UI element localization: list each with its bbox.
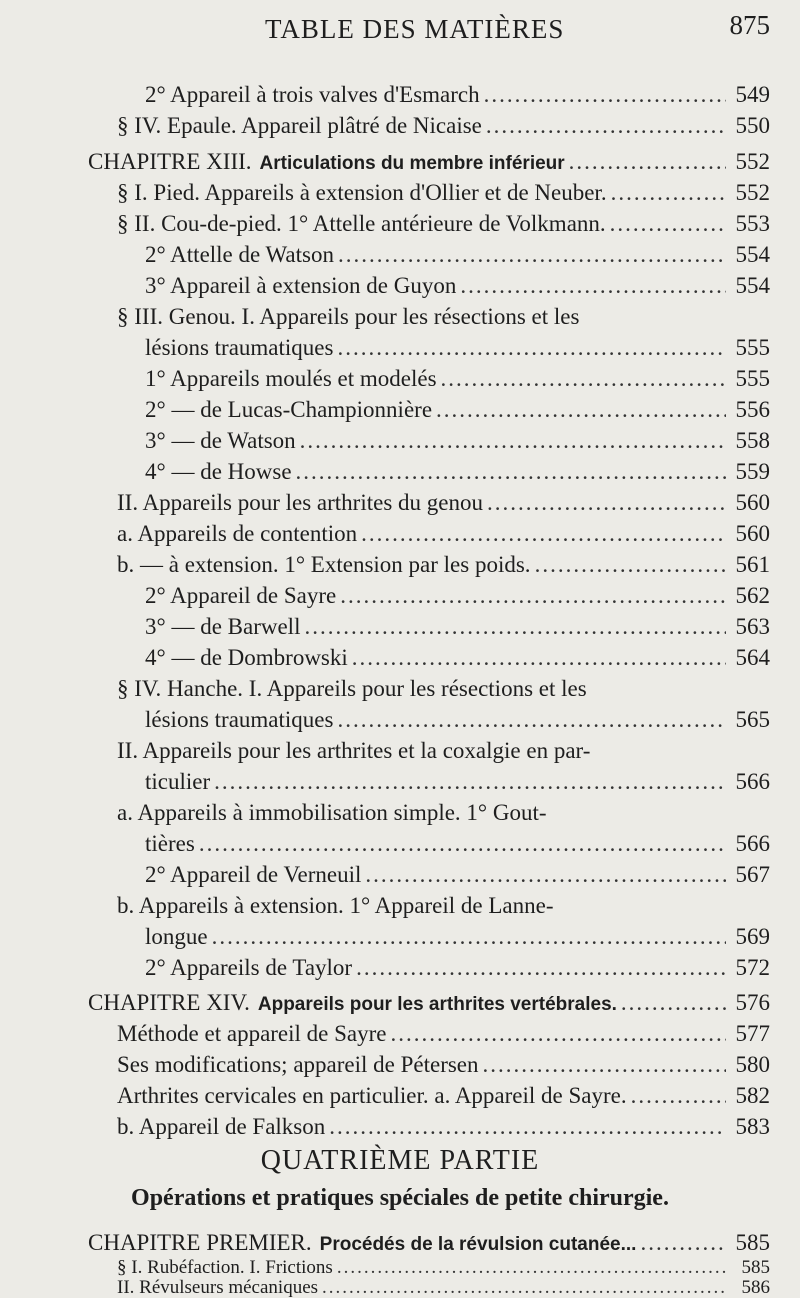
toc-entry (117, 111, 770, 141)
leader-dots (300, 426, 726, 456)
toc-entry-page: 565 (735, 707, 770, 732)
leader-dots (487, 488, 726, 518)
chapter-label: CHAPITRE XIII. (88, 149, 252, 174)
leader-dots (436, 395, 726, 425)
toc-entry (117, 302, 770, 332)
toc-entry-page: 554 (735, 273, 770, 298)
toc-entry-page: 585 (741, 1258, 770, 1278)
toc-entry-text: § I. Rubéfaction. I. Frictions (117, 1258, 333, 1278)
toc-entry-text: b. — à extension. 1° Extension par les poids. (117, 552, 531, 577)
chapter-heading (88, 147, 770, 177)
toc-entry (145, 860, 770, 890)
toc-entry-page: 572 (735, 955, 770, 980)
toc-entry (117, 550, 770, 580)
leader-dots (640, 1228, 726, 1258)
leader-dots (611, 178, 726, 208)
toc-entry-text: 3° — de Watson (145, 428, 296, 453)
toc-entry-text: 2° Appareil de Verneuil (145, 862, 362, 887)
leader-dots (569, 147, 726, 177)
toc-entry-text: 2° Appareils de Taylor (145, 955, 353, 980)
toc-entry-text: 4° — de Dombrowski (145, 645, 348, 670)
toc-entry-text: § III. Genou. I. Appareils pour les résections et les (117, 304, 580, 329)
toc-entry-page: 550 (735, 113, 770, 138)
leader-dots (304, 612, 726, 642)
leader-dots (329, 1112, 726, 1142)
toc-entry (117, 1112, 770, 1142)
leader-dots (337, 1258, 726, 1278)
toc-entry (145, 80, 770, 110)
toc-entry (145, 271, 770, 301)
toc-entry-page: 549 (735, 82, 770, 107)
leader-dots (361, 519, 726, 549)
toc-entry (145, 395, 770, 425)
chapter-heading (88, 988, 770, 1018)
leader-dots (199, 829, 726, 859)
toc-entry-text: 3° — de Barwell (145, 614, 301, 639)
toc-entry-page: 555 (735, 335, 770, 360)
toc-entry-text: a. Appareils à immobilisation simple. 1° Gout- (117, 800, 547, 825)
toc-entry-text: 2° — de Lucas-Championnière (145, 397, 433, 422)
toc-entry-text: Méthode et appareil de Sayre (117, 1021, 387, 1046)
toc-entry-text: Ses modifications; appareil de Pétersen (117, 1052, 479, 1077)
running-title: TABLE DES MATIÈRES (265, 14, 565, 44)
toc-entry (145, 426, 770, 456)
toc-entry (117, 1081, 770, 1111)
leader-dots (535, 550, 726, 580)
toc-entry (117, 1050, 770, 1080)
toc-entry (145, 457, 770, 487)
chapter-title: Appareils pour les arthrites vertébrales. (257, 994, 617, 1015)
toc-entry (145, 240, 770, 270)
leader-dots (484, 80, 726, 110)
toc-entry-text: § IV. Hanche. I. Appareils pour les résections et les (117, 676, 587, 701)
toc-entry-text: 4° — de Howse (145, 459, 292, 484)
toc-entry-page: 580 (735, 1052, 770, 1077)
toc-entry-page: 583 (735, 1114, 770, 1139)
toc-entry-text: lésions traumatiques (145, 335, 334, 360)
toc-entry-text: 3° Appareil à extension de Guyon (145, 273, 457, 298)
chapter-heading (88, 1228, 770, 1258)
leader-dots (212, 922, 726, 952)
toc-entry-text: Arthrites cervicales en particulier. a. Appareil de Sayre. (117, 1083, 627, 1108)
leader-dots (610, 209, 726, 239)
toc-entry-page: 576 (735, 990, 770, 1015)
toc-entry-text: b. Appareil de Falkson (117, 1114, 326, 1139)
leader-dots (441, 364, 726, 394)
toc-entry-text: 2° Appareil de Sayre (145, 583, 337, 608)
chapter-label: CHAPITRE XIV. (88, 990, 250, 1015)
toc-entry (117, 1258, 770, 1278)
toc-entry-page: 552 (735, 180, 770, 205)
toc-entry (117, 488, 770, 518)
toc-entry-text: longue (145, 924, 208, 949)
toc-entry-text: § II. Cou-de-pied. 1° Attelle antérieure de Volkmann. (117, 211, 606, 236)
toc-entry-page: 566 (735, 769, 770, 794)
toc-entry-text: § IV. Epaule. Appareil plâtré de Nicaise (117, 113, 482, 138)
leader-dots (337, 705, 726, 735)
toc-entry (145, 612, 770, 642)
toc-entry (117, 736, 770, 766)
toc-entry-page: 567 (735, 862, 770, 887)
leader-dots (352, 643, 726, 673)
leader-dots (340, 581, 726, 611)
toc-entry (117, 519, 770, 549)
leader-dots (365, 860, 726, 890)
toc-entry-page: 585 (735, 1230, 770, 1255)
toc-entry-text: ticulier (145, 769, 211, 794)
toc-entry-text: b. Appareils à extension. 1° Appareil de Lanne- (117, 893, 554, 918)
toc-entry (145, 333, 770, 363)
leader-dots (356, 953, 726, 983)
leader-dots (337, 333, 726, 363)
toc-entry-text: 2° Attelle de Watson (145, 242, 334, 267)
toc-entry-page: 559 (735, 459, 770, 484)
toc-entry-text: II. Appareils pour les arthrites du genou (117, 490, 483, 515)
toc-entry-page: 561 (735, 552, 770, 577)
leader-dots (391, 1019, 727, 1049)
toc-entry-text: tières (145, 831, 195, 856)
toc-entry-text: § I. Pied. Appareils à extension d'Ollier et de Neuber. (117, 180, 607, 205)
part-subtitle: Opérations et pratiques spéciales de petite chirurgie. (131, 1185, 669, 1211)
toc-entry-text: II. Révulseurs mécaniques (117, 1278, 319, 1298)
toc-entry (145, 705, 770, 735)
toc-entry-page: 560 (735, 490, 770, 515)
leader-dots (214, 767, 726, 797)
toc-entry-text: 1° Appareils moulés et modelés (145, 366, 437, 391)
toc-entry-text: a. Appareils de contention (117, 521, 358, 546)
toc-entry (145, 767, 770, 797)
leader-dots (296, 457, 726, 487)
toc-entry (145, 581, 770, 611)
toc-entry-page: 558 (735, 428, 770, 453)
toc-entry-page: 562 (735, 583, 770, 608)
toc-entry (145, 643, 770, 673)
part-title: QUATRIÈME PARTIE (260, 1145, 540, 1176)
toc-entry (117, 798, 770, 828)
leader-dots (631, 1081, 726, 1111)
leader-dots (338, 240, 726, 270)
toc-entry-page: 552 (735, 149, 770, 174)
toc-entry-page: 582 (735, 1083, 770, 1108)
toc-entry (117, 1278, 770, 1298)
toc-entry (117, 674, 770, 704)
toc-entry-page: 563 (735, 614, 770, 639)
toc-entry (117, 209, 770, 239)
toc-entry (117, 178, 770, 208)
toc-entry-page: 555 (735, 366, 770, 391)
toc-entry (145, 829, 770, 859)
toc-entry (117, 1019, 770, 1049)
page-header (0, 10, 800, 50)
chapter-title: Articulations du membre inférieur (259, 153, 565, 174)
toc-entry-page: 566 (735, 831, 770, 856)
toc-entry-page: 586 (741, 1278, 770, 1298)
toc-entry-page: 569 (735, 924, 770, 949)
toc-entry-page: 554 (735, 242, 770, 267)
leader-dots (486, 111, 726, 141)
toc-entry-page: 553 (735, 211, 770, 236)
toc-entry-text: lésions traumatiques (145, 707, 334, 732)
toc-entry-page: 564 (735, 645, 770, 670)
toc-entry-text: II. Appareils pour les arthrites et la coxalgie en par- (117, 738, 591, 763)
toc-entry (117, 891, 770, 921)
toc-entry-page: 577 (735, 1021, 770, 1046)
toc-entry (145, 953, 770, 983)
leader-dots (322, 1278, 726, 1298)
toc-entry (145, 922, 770, 952)
chapter-title: Procédés de la révulsion cutanée... (319, 1234, 637, 1255)
toc-entry-page: 560 (735, 521, 770, 546)
toc-entry (145, 364, 770, 394)
leader-dots (621, 988, 726, 1018)
page-number: 875 (729, 10, 770, 40)
toc-entry-page: 556 (735, 397, 770, 422)
leader-dots (483, 1050, 726, 1080)
toc-entry-text: 2° Appareil à trois valves d'Esmarch (145, 82, 480, 107)
leader-dots (460, 271, 726, 301)
chapter-label: CHAPITRE PREMIER. (88, 1230, 312, 1255)
